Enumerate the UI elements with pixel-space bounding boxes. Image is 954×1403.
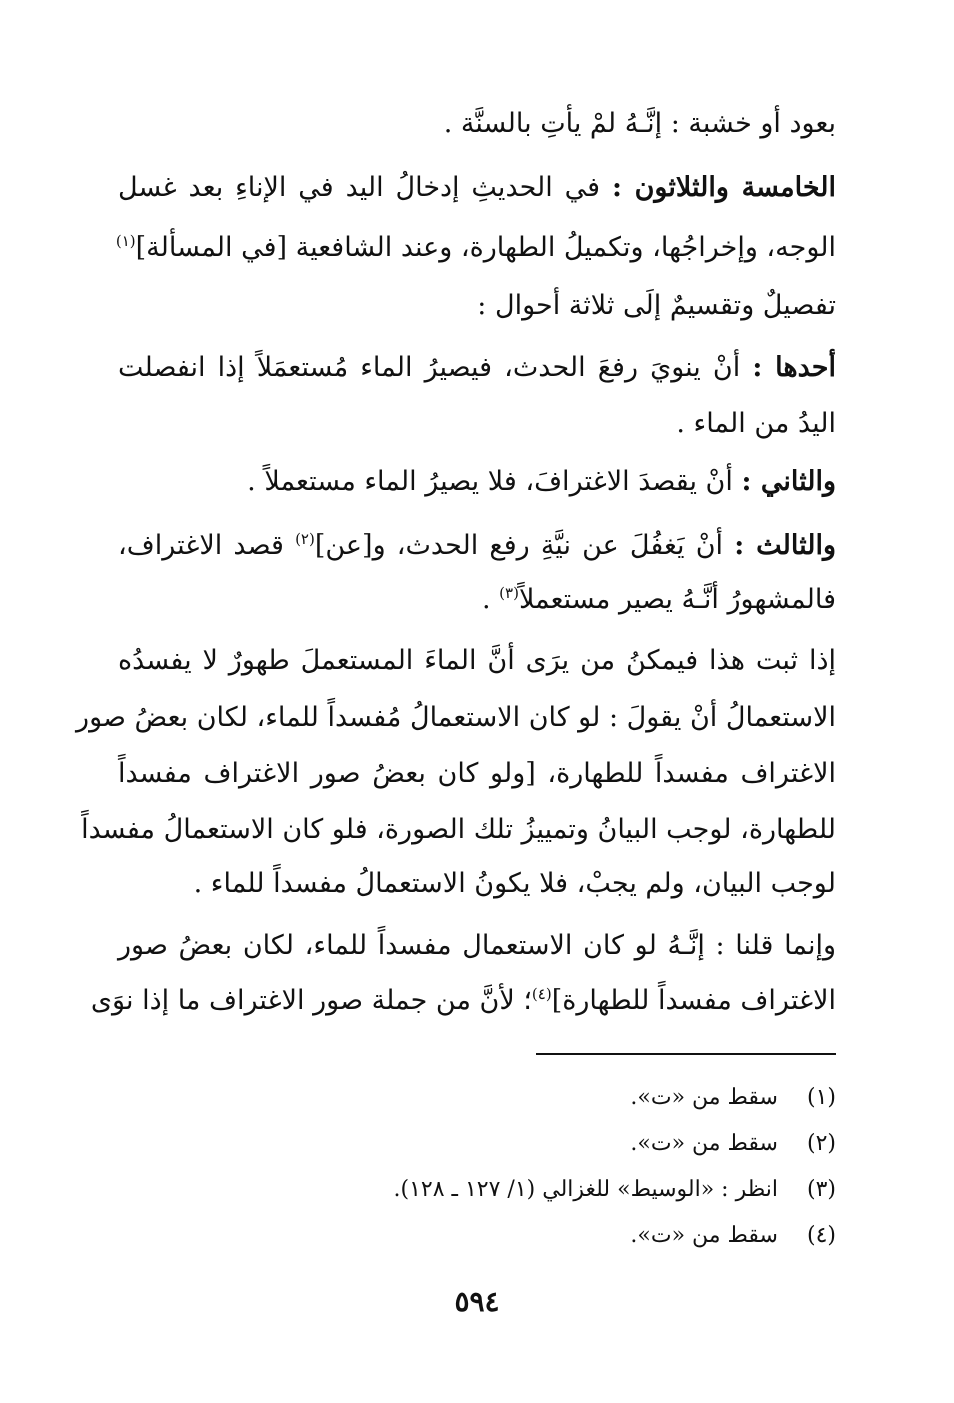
footnote: (١)سقط من «ت».: [630, 1085, 836, 1110]
text-line: الاغتراف مفسداً للطهارة، [ولو كان بعضُ صور الاغتراف مفسداً: [118, 758, 836, 789]
footnotes: [118, 1075, 836, 1259]
text-line: لوجب البيان، ولم يجبْ، فلا يكونُ الاستعمالُ مفسداً للماء .: [193, 868, 836, 899]
text-line: للطهارة، لوجب البيانُ وتمييزُ تلك الصورة، فلو كان الاستعمالُ مفسداً: [81, 814, 836, 845]
footnote-ref: (٤): [531, 985, 552, 1003]
text-line: الوجه، وإخراجُها، وتكميلُ الطهارة، وعند الشافعية [في المسألة]$^{(١)}$: [115, 232, 836, 263]
text-line: الاغتراف مفسداً للطهارة]$^{(٤)}$؛ لأنَّ من جملة صور الاغتراف ما إذا نوَى: [90, 985, 836, 1016]
text-line: تفصيلٌ وتقسيمٌ إلَى ثلاثة أحوال :: [477, 290, 836, 321]
footnote-ref: (٣): [499, 584, 519, 602]
footnote-ref: (٢): [295, 530, 315, 548]
text-line: أحدها : أنْ ينويَ رفعَ الحدث، فيصيرُ الماء مُستعمَلاً إذا انفصلت: [118, 352, 837, 383]
text-line: الاستعمالُ أنْ يقولَ : لو كان الاستعمالُ مُفسداً للماء، لكان بعضُ صور: [76, 702, 836, 733]
text-line: إذا ثبت هذا فيمكنُ من يرَى أنَّ الماءَ المستعملَ طهورٌ لا يفسدُه: [118, 645, 836, 676]
text-line: اليدُ من الماء .: [676, 408, 836, 439]
footnote-divider: [536, 1053, 836, 1055]
text-line: الخامسة والثلاثون : في الحديثِ إدخالُ اليد في الإناءِ بعد غسل: [118, 172, 836, 203]
footnote-ref: (١): [115, 232, 136, 250]
footnote: (٤)سقط من «ت».: [630, 1223, 836, 1248]
page-number: ٥٩٤: [454, 1285, 500, 1318]
text-line: والثاني : أنْ يقصدَ الاغترافَ، فلا يصيرُ الماء مستعملاً .: [247, 466, 836, 497]
footnote: (٢)سقط من «ت».: [630, 1131, 836, 1156]
text-line: فالمشهورُ أنَّـهُ يصير مستعملاً$^{(٣)}$ .: [481, 584, 836, 615]
text-line: بعود أو خشبة : إنَّـهُ لمْ يأتِ بالسنَّة .: [443, 108, 836, 139]
footnote: (٣)انظر : «الوسيط» للغزالي (١/ ١٢٧ ـ ١٢٨).: [393, 1177, 836, 1202]
text-line: وإنما قلنا : إنَّـهُ لو كان الاستعمال مفسداً للماء، لكان بعضُ صور: [118, 930, 836, 961]
text-line: والثالث : أنْ يَغفُلَ عن نيَّةِ رفع الحدث، و[عن]$^{(٢)}$ قصد الاغتراف،: [118, 530, 836, 561]
